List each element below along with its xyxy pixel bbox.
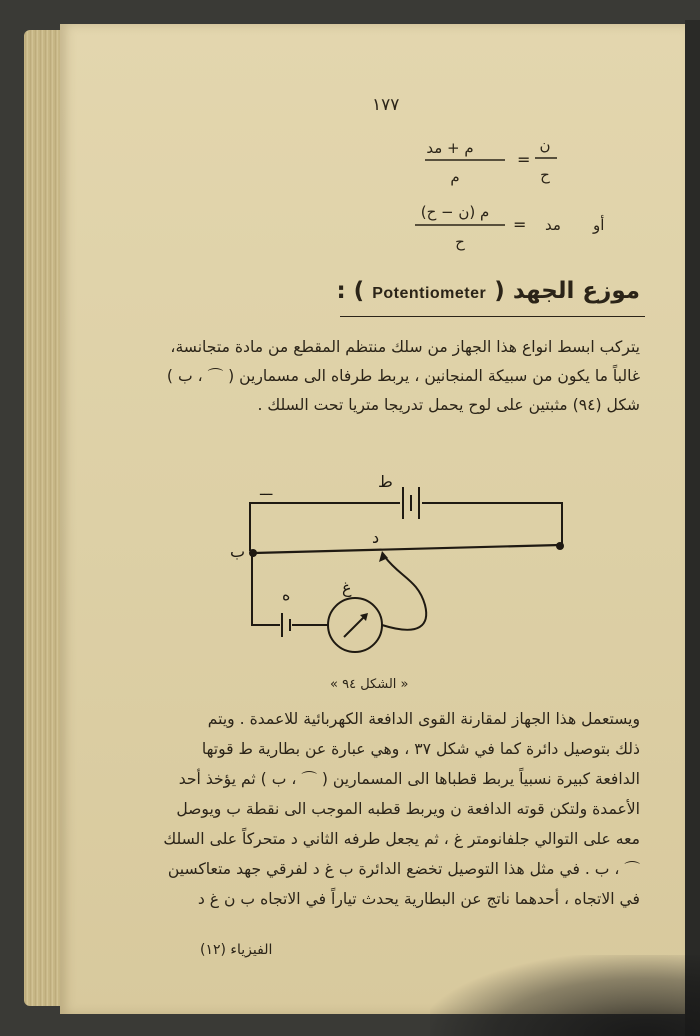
paragraph-1-line-2: غالباً ما يكون من سبيكة المنجانين ، يربط طرفاه الى مسمارين ( ⌒ ، ب )	[166, 367, 640, 385]
eq2-rhs-numerator: م (ن − ح)	[420, 203, 490, 221]
label-h: ه	[282, 585, 291, 604]
paragraph-2-line-2: ذلك بتوصيل دائرة كما في شكل ٣٧ ، وهي عبارة عن بطارية ط قوتها	[201, 740, 640, 758]
potentiometer-wire	[254, 545, 560, 553]
circuit-diagram	[220, 465, 590, 670]
eq1-lhs-numerator: ن	[539, 136, 551, 154]
eq1-equals: =	[517, 150, 531, 169]
equations	[395, 130, 605, 251]
label-dash: ـــ	[260, 483, 273, 499]
section-title	[336, 278, 640, 304]
wire-left-down	[252, 555, 280, 625]
section-title-paren-close: )	[345, 278, 365, 304]
paragraph-2-line-7: في الاتجاه ، أحدهما ناتج عن البطارية يحدث تياراً في الاتجاه ب ن غ د	[197, 890, 640, 908]
eq1-rhs-denominator: م	[450, 168, 460, 186]
eq1-lhs-denominator: ح	[540, 166, 550, 184]
terminal-b-dot	[249, 549, 257, 557]
page-number: ١٧٧	[372, 95, 400, 115]
label-d: د	[372, 528, 380, 547]
equation-2	[415, 203, 604, 251]
eq2-prefix: أو	[593, 216, 605, 234]
facing-page-edge	[685, 20, 700, 1036]
wire-top-right	[422, 503, 562, 547]
sliding-contact-wire	[382, 557, 426, 630]
section-title-colon: :	[336, 278, 346, 304]
equation-1	[425, 136, 557, 186]
section-title-english: Potentiometer	[372, 285, 487, 302]
paragraph-2-line-5: معه على التوالي جلفانومتر غ ، ثم يجعل طرفه الثاني د متحركاً على السلك	[163, 830, 640, 848]
eq2-rhs-denominator: ح	[455, 233, 465, 251]
label-gh: غ	[342, 578, 352, 597]
label-t: ط	[378, 472, 393, 491]
paragraph-2-line-4: الأعمدة ولتكن قوته الدافعة ن ويربط قطبه الموجب الى نقطة ب ويوصل	[176, 800, 640, 818]
paragraph-2-line-1: ويستعمل هذا الجهاز لمقارنة القوى الدافعة الكهربائية للاعمدة . ويتم	[207, 710, 640, 728]
section-title-paren-open: (	[486, 278, 505, 304]
paragraph-2-line-3: الدافعة كبيرة نسبياً يربط قطباها الى المسمارين ( ⌒ ، ب ) ثم يؤخذ أحد	[178, 770, 640, 788]
eq2-equals: =	[513, 215, 527, 234]
paragraph-2-line-6: ⌒ ، ب . في مثل هذا التوصيل تخضع الدائرة ب غ د لفرقي جهد متعاكسين	[167, 860, 640, 878]
label-b: ب	[230, 542, 246, 561]
terminal-right-dot	[556, 542, 564, 550]
galvanometer-needle	[344, 615, 366, 637]
eq2-lhs: مد	[545, 216, 561, 234]
section-title-arabic: موزع الجهد	[512, 278, 640, 304]
paragraph-1-line-1: يتركب ابسط انواع هذا الجهاز من سلك منتظم المقطع من مادة متجانسة،	[170, 338, 640, 356]
figure-caption: « الشكل ٩٤ »	[330, 677, 409, 692]
paragraph-1-line-3: شكل (٩٤) مثبتين على لوح يحمل تدريجا متريا تحت السلك .	[257, 396, 640, 414]
page-footer: الفيزياء (١٢)	[200, 942, 273, 958]
photo-shadow	[430, 955, 700, 1036]
title-underline	[340, 316, 645, 317]
eq1-rhs-numerator: م + مد	[426, 139, 474, 157]
